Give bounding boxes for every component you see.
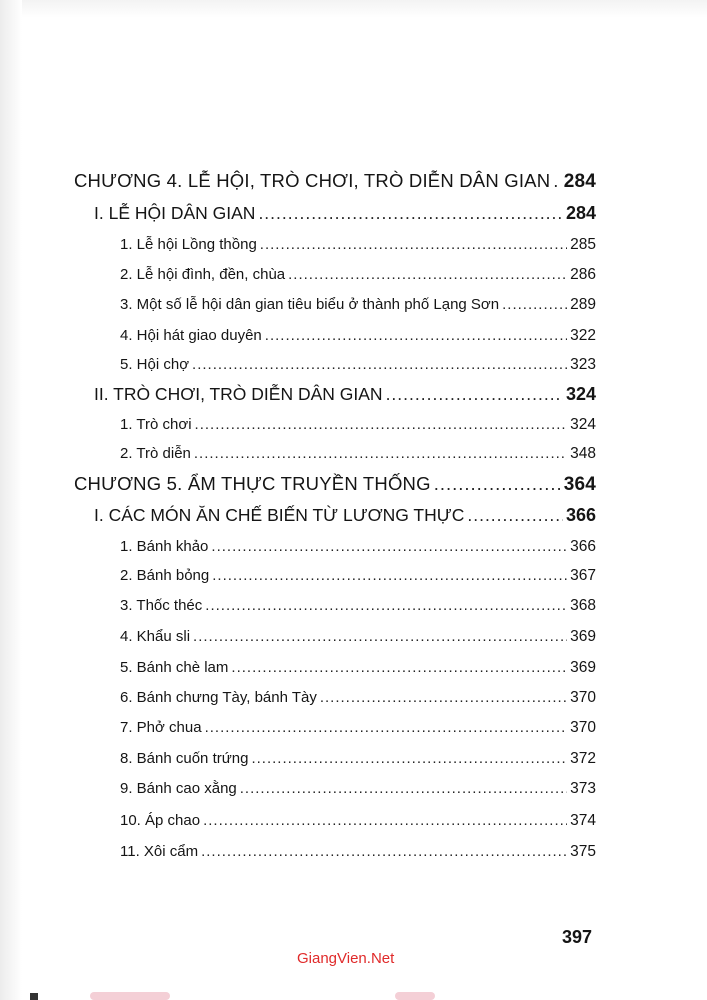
toc-entry-title: 5. Hội chợ — [120, 356, 190, 373]
toc-leader-dots — [434, 473, 561, 495]
toc-entry-item — [120, 628, 596, 647]
toc-entry-title: 3. Thốc théc — [120, 597, 203, 614]
toc-leader-dots — [212, 567, 567, 585]
toc-entry-item — [120, 266, 596, 285]
page-number: 397 — [562, 927, 593, 947]
toc-entry-page: 370 — [570, 689, 596, 706]
toc-entry-title: 4. Hội hát giao duyên — [120, 327, 262, 344]
toc-leader-dots — [288, 266, 567, 284]
toc-entry-item — [120, 356, 596, 375]
toc-entry-page: 367 — [570, 567, 596, 584]
toc-entry-page: 374 — [570, 812, 596, 829]
toc-entry-section — [94, 505, 596, 527]
toc-entry-title: 2. Trò diễn — [120, 445, 191, 462]
toc-entry-item — [120, 445, 596, 464]
toc-entry-title: 2. Bánh bỏng — [120, 567, 210, 584]
toc-entry-page: 284 — [565, 203, 596, 223]
toc-entry-title: CHƯƠNG 4. LỄ HỘI, TRÒ CHƠI, TRÒ DIỄN DÂN GIAN — [74, 170, 551, 191]
toc-entry-page: 323 — [570, 356, 596, 373]
toc-entry-item — [120, 780, 596, 799]
toc-entry-page: 368 — [570, 597, 596, 614]
toc-leader-dots — [240, 780, 567, 798]
toc-entry-title: 3. Một số lễ hội dân gian tiêu biểu ở thành phố Lạng Sơn — [120, 296, 500, 313]
toc-leader-dots — [553, 170, 560, 192]
toc-entry-title: CHƯƠNG 5. ẨM THỰC TRUYỀN THỐNG — [74, 473, 431, 494]
toc-entry-title: 2. Lễ hội đình, đền, chùa — [120, 266, 286, 283]
toc-entry-item — [120, 659, 596, 678]
toc-entry-page: 372 — [570, 750, 596, 767]
toc-leader-dots — [205, 719, 568, 737]
toc-entry-item — [120, 812, 596, 831]
toc-entry-page: 369 — [570, 628, 596, 645]
toc-entry-title: I. LỄ HỘI DÂN GIAN — [94, 203, 256, 223]
toc-entry-section — [94, 203, 596, 225]
toc-entry-item — [120, 750, 596, 769]
toc-entry-title: 4. Khẩu sli — [120, 628, 191, 645]
toc-entry-item — [120, 416, 596, 435]
toc-entry-page: 289 — [570, 296, 596, 313]
toc-entry-page: 284 — [563, 171, 596, 192]
toc-entry-title: 10. Áp chao — [120, 812, 201, 829]
toc-leader-dots — [205, 597, 567, 615]
toc-entry-page: 369 — [570, 659, 596, 676]
toc-leader-dots — [194, 445, 567, 463]
toc-entry-title: 1. Lễ hội Lồng thồng — [120, 236, 257, 253]
toc-leader-dots — [192, 356, 567, 374]
toc-entry-item — [120, 538, 596, 557]
toc-entry-page: 324 — [565, 384, 596, 404]
toc-leader-dots — [502, 296, 567, 314]
toc-entry-title: 6. Bánh chưng Tày, bánh Tày — [120, 689, 317, 706]
toc-entry-chapter-4 — [74, 170, 596, 194]
toc-entry-page: 286 — [570, 266, 596, 283]
toc-entry-page: 324 — [570, 416, 596, 433]
toc-entry-item — [120, 567, 596, 586]
toc-entry-item — [120, 689, 596, 708]
toc-entry-title: 9. Bánh cao xằng — [120, 780, 237, 797]
toc-entry-title: 11. Xôi cẩm — [120, 843, 199, 860]
toc-entry-item — [120, 296, 596, 315]
toc-entry-title: I. CÁC MÓN ĂN CHẾ BIẾN TỪ LƯƠNG THỰC — [94, 505, 465, 525]
toc-entry-page: 322 — [570, 327, 596, 344]
toc-leader-dots — [193, 628, 567, 646]
scan-smudge — [90, 992, 170, 1000]
scan-edge-mark — [30, 993, 38, 1000]
scan-smudge — [395, 992, 435, 1000]
toc-entry-title: II. TRÒ CHƠI, TRÒ DIỄN DÂN GIAN — [94, 384, 383, 404]
toc-entry-page: 375 — [570, 843, 596, 860]
toc-entry-page: 285 — [570, 236, 596, 253]
toc-leader-dots — [195, 416, 568, 434]
toc-leader-dots — [211, 538, 567, 556]
toc-leader-dots — [260, 236, 567, 254]
watermark-text: GiangVien.Net — [297, 950, 395, 967]
toc-entry-chapter-5 — [74, 473, 596, 497]
toc-entry-item — [120, 719, 596, 738]
toc-entry-page: 370 — [570, 719, 596, 736]
toc-entry-page: 364 — [563, 474, 596, 495]
toc-entry-title: 8. Bánh cuốn trứng — [120, 750, 249, 767]
toc-entry-item — [120, 597, 596, 616]
toc-leader-dots — [203, 812, 567, 830]
toc-entry-page: 373 — [570, 780, 596, 797]
toc-leader-dots — [265, 327, 567, 345]
toc-leader-dots — [386, 384, 563, 405]
toc-entry-title: 1. Trò chơi — [120, 416, 192, 433]
toc-leader-dots — [258, 203, 563, 224]
toc-leader-dots — [467, 505, 563, 526]
toc-entry-page: 348 — [570, 445, 596, 462]
toc-entry-section — [94, 384, 596, 406]
toc-entry-item — [120, 327, 596, 346]
toc-leader-dots — [231, 659, 567, 677]
toc-entry-item — [120, 843, 596, 862]
toc-leader-dots — [201, 843, 567, 861]
toc-entry-page: 366 — [570, 538, 596, 555]
toc-entry-page: 366 — [565, 505, 596, 525]
toc-entry-title: 7. Phở chua — [120, 719, 202, 736]
toc-entry-item — [120, 236, 596, 255]
toc-leader-dots — [320, 689, 567, 707]
toc-entry-title: 5. Bánh chè lam — [120, 659, 229, 676]
toc-leader-dots — [251, 750, 567, 768]
toc-entry-title: 1. Bánh khảo — [120, 538, 209, 555]
